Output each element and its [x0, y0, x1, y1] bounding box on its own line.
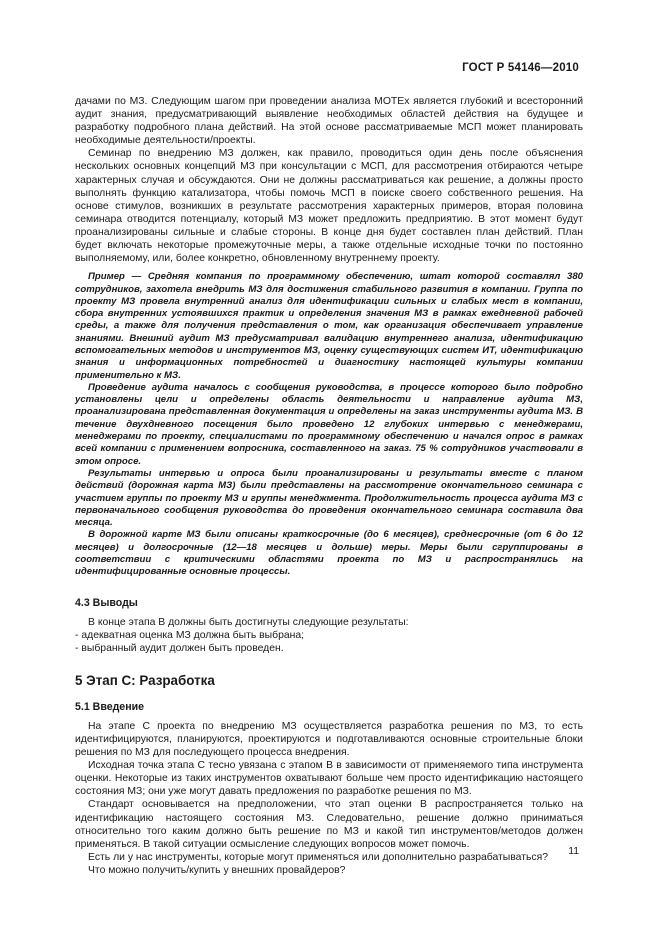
list-item: - выбранный аудит должен быть проведен.: [75, 642, 284, 654]
question-2: Что можно получить/купить у внешних провайдеров?: [88, 864, 346, 876]
section-5-1-title: 5.1 Введение: [75, 700, 145, 713]
paragraph-seminar: Семинар по внедрению МЗ должен, как правило, проводиться один день после объяснения нескольких основных концепций МЗ при консультации с МСП, для рассмотрения отбираются четыре характерных случая и обсуждаются. Они не должны рассматриваться как решение, а должны просто выполнять функцию катализатора, чтобы помочь МСП в поиске своего собственного решения. На основе стимулов, возникших в результате рассмотрения характерных примеров, вторая половина семинара отводится потенциалу, который МЗ может предложить предприятию. В этот момент будут проанализированы сильные и слабые стороны. В конце дня будет составлен план действий. План будет включать некоторые промежуточные меры, а также отдельные исходные точки по постоянно выполняемому, или, более конкретно, обновленному внутреннему проекту.: [75, 148, 583, 265]
section-4-3-intro: В конце этапа В должны быть достигнуты следующие результаты:: [88, 616, 409, 628]
page-content: [75, 95, 583, 877]
paragraph-continuation: дачами по МЗ. Следующим шагом при проведении анализа МОТЕх является глубокий и всесторонний аудит знания, предусматривающий выявление необходимых областей действия на будущее и разработку подробного плана действий. На этой основе рассматриваемые МСП может планировать необходимые деятельности/проекты.: [75, 96, 583, 147]
list-item: - адекватная оценка МЗ должна быть выбрана;: [75, 629, 305, 641]
question-1: Есть ли у нас инструменты, которые могут применяться или дополнительно разрабатываться?: [88, 851, 548, 863]
paragraph-5-1: Стандарт основывается на предположении, что этап оценки В распространяется только на идентификацию настоящего состояния МЗ. Следовательно, решение должно приниматься относительно того каким должно быть решение по МЗ и какой тип инструментов/методов должен применяться. В такой ситуации осмысление следующих вопросов может помочь.: [75, 799, 583, 850]
example-paragraph: Проведение аудита началось с сообщения руководства, в процессе которого было подробно установлены цели и определены область деятельности и направление аудита МЗ, проанализирована представленная документация и определены на заказ инструменты аудита МЗ. В течение двухдневного посещения было проведено 12 глубоких интервью с менеджерами, менеджерами по проекту, специалистами по программному обеспечению и начался опрос в рамках всей компании с применением вопросника, составленного на заказ. 75 % сотрудников участвовали в этом опросе.: [75, 381, 583, 467]
example-paragraph: Результаты интервью и опроса были проанализированы и результаты вместе с планом действий (дорожная карта МЗ) были представлены на рассмотрение окончательного семинара с участием группы по проекту МЗ и группы менеджмента. Продолжительность процесса аудита МЗ с первоначального сообщения руководства до проведения окончательного семинара составила два месяца.: [75, 467, 583, 529]
paragraph-5-1: На этапе С проекта по внедрению МЗ осуществляется разработка решения по МЗ, то есть идентифицируются, планируются, проектируются и подготавливаются основные строительные блоки решения по МЗ для последующего процесса внедрения.: [75, 720, 583, 759]
page-number: 11: [568, 846, 579, 857]
paragraph-5-1: Исходная точка этапа С тесно увязана с этапом В в зависимости от применяемого типа инструмента оценки. Некоторые из таких инструментов охватывают больше чем просто идентификацию настоящего состояния МЗ; они уже могут давать предложения по разработке решения по МЗ.: [75, 760, 583, 798]
section-4-3-title: 4.3 Выводы: [75, 596, 138, 609]
example-paragraph: В дорожной карте МЗ были описаны краткосрочные (до 6 месяцев), среднесрочные (от 6 до 12 месяцев) и долгосрочные (12—18 месяцев и дольше) меры. Меры были сгруппированы в соответствии с критическими областями проекта по МЗ и распространялись на идентифицированные основные процессы.: [75, 529, 583, 578]
section-5-title: 5 Этап С: Разработка: [75, 672, 215, 688]
standard-code: ГОСТ Р 54146—2010: [462, 62, 579, 74]
example-paragraph: Пример — Средняя компания по программному обеспечению, штат которой составлял 380 сотрудников, захотела внедрить МЗ для достижения стабильного развития в компании. Группа по проекту МЗ провела внутренний анализ для идентификации сильных и слабых мест в компании, сбора внутренних устоявшихся практик и определения значения МЗ в рамках ежедневной рабочей среды, а также для получения представления о том, как организация обеспечивает управление знаниями. Внешний аудит МЗ предусматривал валидацию внутреннего анализа, идентификацию вспомогательных методов и инструментов МЗ, оценку существующих систем ИТ, идентификацию знания и информационных потребностей и диагностику настоящей культуры компании применительно к МЗ.: [75, 271, 583, 381]
results-list: [75, 629, 583, 655]
